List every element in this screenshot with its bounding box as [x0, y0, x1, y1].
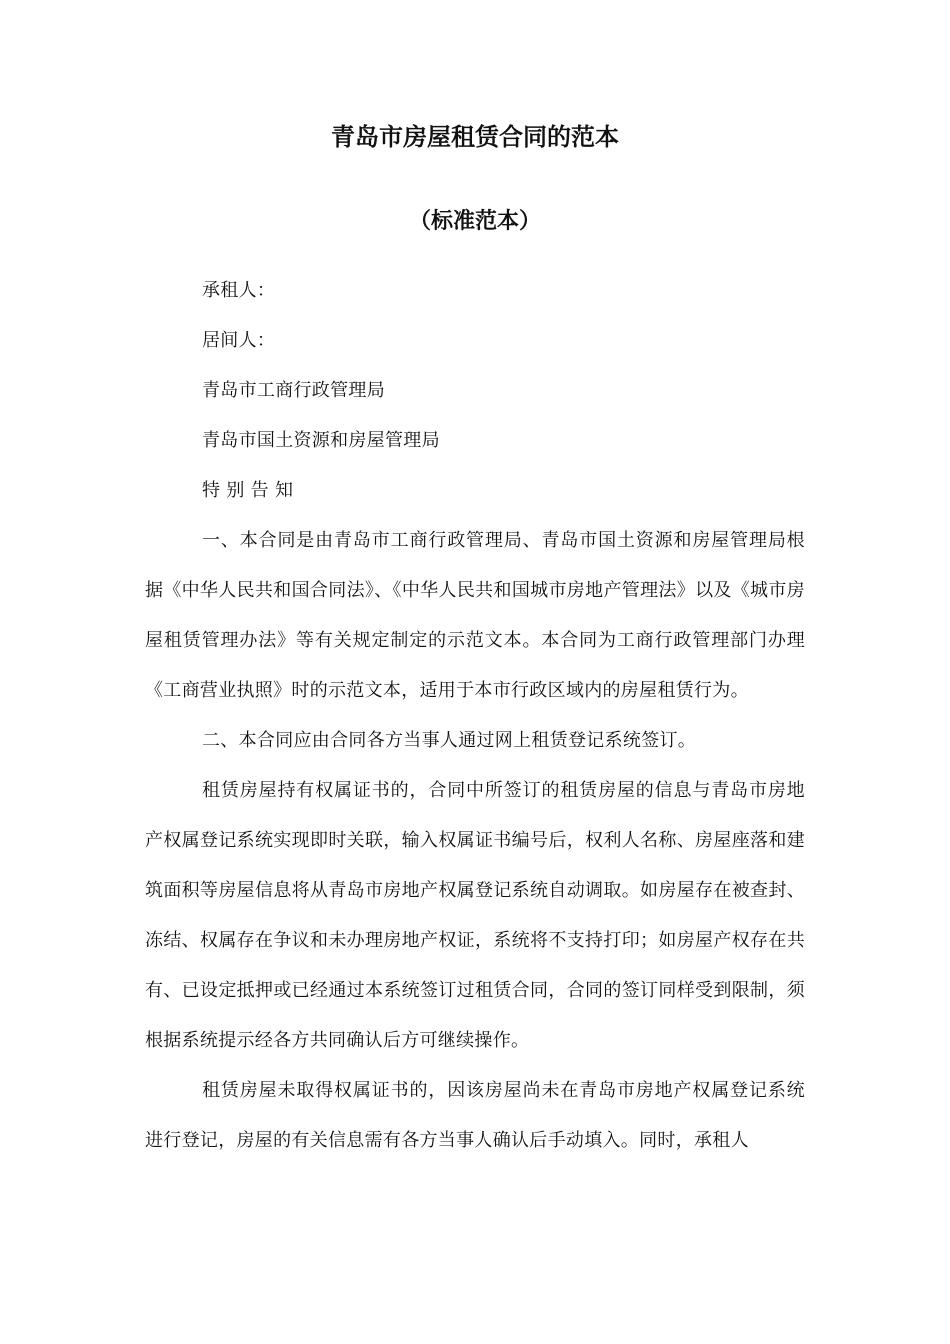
notice-heading: 特 别 告 知 [202, 480, 294, 501]
party-intermediary: 居间人： [202, 330, 276, 351]
document-title: 青岛市房屋租赁合同的范本 [331, 123, 619, 151]
document-body [145, 266, 805, 1166]
paragraph-1: 一、本合同是由青岛市工商行政管理局、青岛市国土资源和房屋管理局根据《中华人民共和国合同法》、《中华人民共和国城市房地产管理法》以及《城市房屋租赁管理办法》等有关规定制定的示范文本。本合同为工商行政管理部门办理《工商营业执照》时的示范文本，适用于本市行政区域内的房屋租赁行为。 [145, 530, 805, 701]
issuer-commerce-bureau: 青岛市工商行政管理局 [202, 380, 385, 401]
issuer-housing-bureau: 青岛市国土资源和房屋管理局 [202, 430, 440, 451]
paragraph-4: 租赁房屋未取得权属证书的，因该房屋尚未在青岛市房地产权属登记系统进行登记，房屋的有关信息需有各方当事人确认后手动填入。同时，承租人 [145, 1080, 805, 1151]
party-tenant: 承租人： [202, 280, 276, 301]
document-subtitle: （标准范本） [408, 209, 541, 234]
paragraph-3: 租赁房屋持有权属证书的，合同中所签订的租赁房屋的信息与青岛市房地产权属登记系统实现即时关联，输入权属证书编号后，权利人名称、房屋座落和建筑面积等房屋信息将从青岛市房地产权属登记系统自动调取。如房屋存在被查封、冻结、权属存在争议和未办理房地产权证，系统将不支持打印；如房屋产权存在共有、已设定抵押或已经通过本系统签订过租赁合同，合同的签订同样受到限制，须根据系统提示经各方共同确认后方可继续操作。 [145, 780, 805, 1051]
paragraph-2: 二、本合同应由合同各方当事人通过网上租赁登记系统签订。 [202, 730, 697, 751]
